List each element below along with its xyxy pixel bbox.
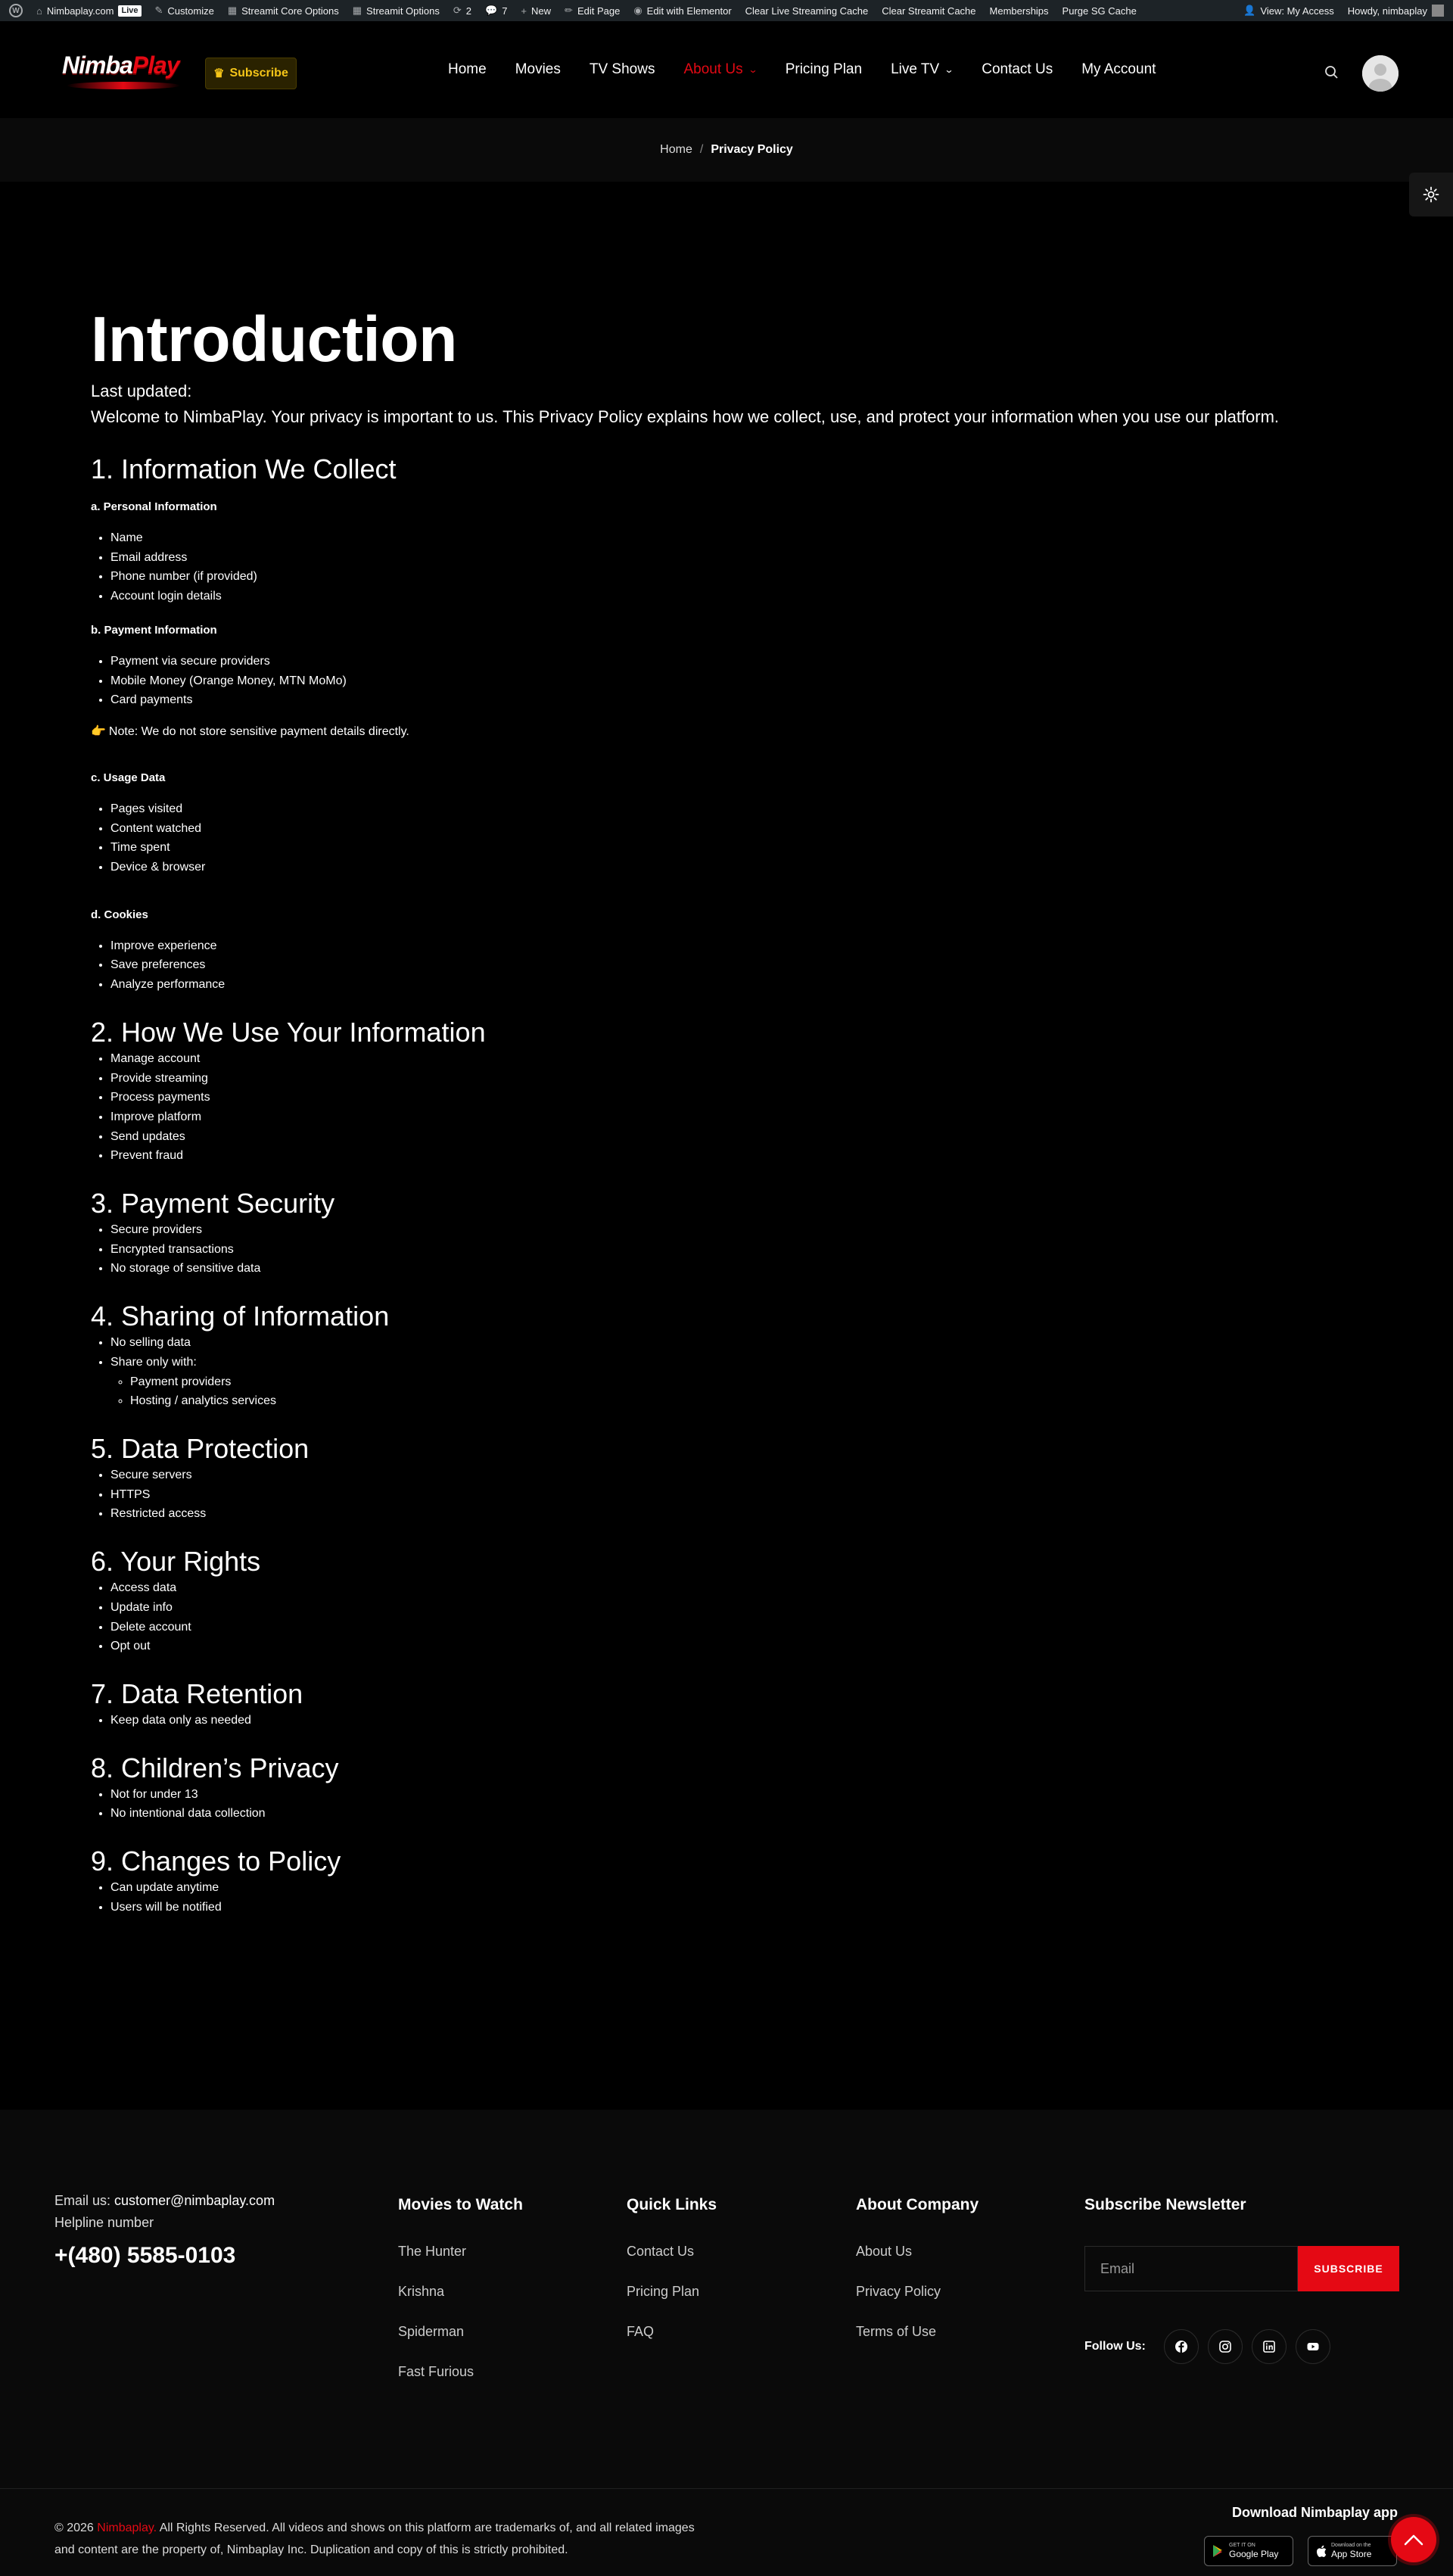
list-item: • Can update anytime (110, 1878, 1377, 1898)
newsletter-title: Subscribe Newsletter (1084, 2196, 1246, 2213)
comments-count: 7 (502, 5, 508, 17)
payment-info-list (91, 652, 1377, 710)
data-protection-list (91, 1466, 1377, 1524)
brush-icon: ✎ (154, 5, 163, 16)
admin-avatar (1432, 5, 1444, 17)
nav-movies[interactable] (515, 61, 561, 78)
list-item: • Save preferences (110, 955, 1377, 975)
grid-icon: ▦ (352, 5, 362, 16)
comments-link[interactable] (485, 5, 507, 17)
footer-divider (0, 2488, 1453, 2489)
about-company-title: About Company (856, 2196, 979, 2213)
follow-us (1084, 2329, 1330, 2364)
list-item: • Update info (110, 1598, 1377, 1618)
list-item: • Encrypted transactions (110, 1240, 1377, 1260)
section-1-title: 1. Information We Collect (91, 453, 397, 484)
list-item: • No selling data (110, 1333, 1377, 1353)
apple-icon (1316, 2545, 1327, 2558)
list-item: • Pages visited (110, 799, 1377, 819)
list-item: • Send updates (110, 1127, 1377, 1147)
site-footer (0, 2110, 1453, 2576)
footer-contact (54, 2193, 275, 2269)
view-access-label: View: My Access (1260, 5, 1334, 17)
list-item: • Restricted access (110, 1504, 1377, 1524)
logo-part-2: Play (132, 51, 179, 79)
payment-note-text: Note: We do not store sensitive payment details directly. (108, 724, 409, 738)
footer-about-column (856, 2196, 979, 2363)
breadcrumb-home[interactable]: Home (660, 143, 692, 156)
subsection-a-title: a. Personal Information (91, 500, 217, 513)
google-play-small: GET IT ON (1229, 2543, 1255, 2548)
list-item: • Content watched (110, 819, 1377, 839)
footer-link-faq[interactable]: FAQ (627, 2324, 655, 2339)
changes-list (91, 1878, 1377, 1917)
settings-panel-toggle[interactable] (1409, 173, 1453, 216)
cookies-list (91, 936, 1377, 995)
list-item: • Secure providers (110, 1220, 1377, 1240)
phone-number[interactable]: +(480) 5585-0103 (54, 2243, 236, 2268)
edit-elementor-link[interactable] (633, 5, 731, 17)
logo-part-1: Nimba (62, 51, 132, 79)
movies-column-title: Movies to Watch (398, 2196, 523, 2213)
wp-admin-bar (0, 0, 1453, 21)
list-item: • Name (110, 528, 1377, 548)
home-icon: ⌂ (36, 5, 42, 17)
site-name-menu[interactable] (36, 5, 142, 17)
clear-streamit-cache-label: Clear Streamit Cache (882, 5, 976, 17)
share-only-with-label: Share only with: (110, 1355, 197, 1369)
footer-link-fast-furious[interactable]: Fast Furious (398, 2364, 474, 2379)
memberships-link[interactable] (990, 5, 1049, 17)
list-item: • Manage account (110, 1049, 1377, 1069)
nav-pricing-plan[interactable] (786, 61, 862, 78)
list-item: • Keep data only as needed (110, 1711, 1377, 1730)
wordpress-menu[interactable] (9, 4, 23, 17)
streamit-core-options-label: Streamit Core Options (241, 5, 339, 17)
list-item: • Device & browser (110, 858, 1377, 877)
section-8-title: 8. Children’s Privacy (91, 1752, 339, 1783)
copyright-year: © 2026 (54, 2521, 94, 2534)
streamit-options-label: Streamit Options (366, 5, 440, 17)
edit-page-label: Edit Page (577, 5, 621, 17)
google-play-icon (1212, 2544, 1224, 2558)
linkedin-icon[interactable] (1252, 2329, 1287, 2364)
avatar[interactable] (1362, 55, 1399, 92)
logo-swoosh (67, 82, 180, 89)
clear-live-cache-link[interactable] (745, 5, 869, 17)
footer-link-krishna[interactable]: Krishna (398, 2284, 445, 2299)
list-item: • No storage of sensitive data (110, 1259, 1377, 1279)
list-item: • Email address (110, 548, 1377, 568)
follow-label: Follow Us: (1084, 2340, 1146, 2353)
breadcrumb (0, 118, 1453, 182)
breadcrumb-separator: / (699, 143, 704, 156)
instagram-icon[interactable] (1208, 2329, 1243, 2364)
nav-my-account[interactable] (1081, 61, 1156, 78)
streamit-core-options-link[interactable] (228, 5, 339, 17)
gear-icon (1422, 185, 1440, 204)
admin-bar-left (9, 4, 1137, 17)
subsection-b-title: b. Payment Information (91, 623, 217, 637)
app-store-small: Download on the (1331, 2543, 1371, 2548)
pencil-icon: ✏ (565, 5, 573, 16)
footer-link-contact-us[interactable]: Contact Us (627, 2244, 695, 2259)
nav-my-account-label: My Account (1081, 61, 1156, 77)
list-item: • Provide streaming (110, 1069, 1377, 1089)
chevron-down-icon: ⌄ (748, 64, 758, 75)
nav-about-us-label: About Us (683, 61, 743, 77)
purge-sg-cache-label: Purge SG Cache (1062, 5, 1137, 17)
scroll-to-top-button[interactable] (1391, 2517, 1436, 2562)
list-item: • Improve platform (110, 1107, 1377, 1127)
live-badge: Live (118, 5, 141, 17)
helpline-label: Helpline number (54, 2215, 154, 2230)
list-item (110, 1353, 1377, 1411)
logo-wordmark (62, 51, 183, 79)
nav-movies-label: Movies (515, 61, 561, 77)
use-info-list (91, 1049, 1377, 1166)
crown-icon: ♛ (213, 67, 225, 80)
memberships-label: Memberships (989, 5, 1049, 17)
list-item: • Time spent (110, 838, 1377, 858)
list-item: • Phone number (if provided) (110, 567, 1377, 587)
google-play-badge[interactable] (1204, 2536, 1293, 2566)
youtube-icon[interactable] (1296, 2329, 1330, 2364)
list-item: ◦ Hosting / analytics services (130, 1391, 1377, 1411)
list-item: • Secure servers (110, 1466, 1377, 1485)
list-item: • No intentional data collection (110, 1804, 1377, 1824)
footer-link-pricing-plan[interactable]: Pricing Plan (627, 2284, 700, 2299)
privacy-policy-content (91, 303, 1377, 1917)
updates-count: 2 (465, 5, 471, 17)
quick-links-title: Quick Links (627, 2196, 717, 2213)
comment-icon: 💬 (485, 5, 498, 16)
section-4-title: 4. Sharing of Information (91, 1300, 390, 1332)
list-item: • HTTPS (110, 1485, 1377, 1505)
app-store-big: App Store (1331, 2549, 1372, 2559)
chevron-up-icon (1404, 2534, 1423, 2546)
admin-bar-right (1243, 5, 1444, 17)
sharing-sub-list (110, 1372, 1377, 1411)
list-item: • Payment via secure providers (110, 652, 1377, 671)
purge-sg-cache-link[interactable] (1063, 5, 1137, 17)
section-7-title: 7. Data Retention (91, 1677, 303, 1709)
section-3-title: 3. Payment Security (91, 1188, 335, 1219)
subsection-c-title: c. Usage Data (91, 771, 166, 784)
list-item: • Card payments (110, 690, 1377, 710)
chevron-down-icon: ⌄ (944, 64, 954, 75)
google-play-big: Google Play (1229, 2549, 1279, 2559)
app-store-badge[interactable] (1308, 2536, 1397, 2566)
list-item: • Delete account (110, 1618, 1377, 1637)
payment-security-list (91, 1220, 1377, 1279)
footer-link-spiderman[interactable]: Spiderman (398, 2324, 465, 2339)
list-item: • Mobile Money (Orange Money, MTN MoMo) (110, 671, 1377, 691)
grid-icon: ▦ (227, 5, 238, 16)
site-logo[interactable] (62, 51, 183, 94)
breadcrumb-current: Privacy Policy (711, 143, 793, 156)
children-privacy-list (91, 1785, 1377, 1824)
list-item: • Account login details (110, 587, 1377, 606)
rights-list (91, 1578, 1377, 1656)
elementor-icon: ◉ (633, 5, 642, 16)
nav-home[interactable] (448, 61, 487, 78)
subscribe-button[interactable] (205, 58, 297, 89)
footer-quick-links-column (627, 2196, 717, 2363)
streamit-options-link[interactable] (353, 5, 440, 17)
new-label: New (531, 5, 552, 17)
clear-live-cache-label: Clear Live Streaming Cache (745, 5, 869, 17)
facebook-icon[interactable] (1164, 2329, 1199, 2364)
plus-icon: + (521, 5, 527, 17)
howdy-label: Howdy, nimbaplay (1347, 5, 1427, 17)
site-name: Nimbaplay.com (46, 5, 114, 17)
copyright-brand-link[interactable]: Nimbaplay. (97, 2521, 157, 2534)
nav-about-us[interactable] (683, 61, 756, 78)
footer-email (54, 2193, 275, 2209)
email-link[interactable]: customer@nimbaplay.com (114, 2193, 275, 2208)
intro-paragraph: Welcome to NimbaPlay. Your privacy is important to us. This Privacy Policy explains how we collect, use, and protect your information when you use our platform. (91, 407, 1280, 426)
page-title: Introduction (91, 304, 457, 375)
nav-live-tv-label: Live TV (891, 61, 940, 77)
nav-tv-shows[interactable] (590, 61, 655, 78)
nav-pricing-plan-label: Pricing Plan (785, 61, 863, 77)
clear-streamit-cache-link[interactable] (882, 5, 975, 17)
edit-elementor-label: Edit with Elementor (646, 5, 732, 17)
section-9-title: 9. Changes to Policy (91, 1846, 341, 1877)
section-6-title: 6. Your Rights (91, 1546, 261, 1578)
last-updated: Last updated: (91, 382, 192, 400)
list-item: • Process payments (110, 1088, 1377, 1107)
nav-contact-us-label: Contact Us (982, 61, 1053, 77)
footer-link-privacy-policy[interactable]: Privacy Policy (856, 2284, 941, 2299)
list-item: • Access data (110, 1578, 1377, 1598)
edit-page-link[interactable] (565, 5, 620, 17)
nav-home-label: Home (448, 61, 487, 77)
copyright-body: All Rights Reserved. All videos and shows on this platform are trademarks of, and all related images and content are the property of, Nimbaplay Inc. Duplication and copy of this is strictly prohibited. (54, 2521, 695, 2556)
list-item: • Opt out (110, 1637, 1377, 1656)
pointing-hand-icon: 👉 (91, 724, 106, 738)
updates-icon: ⟳ (453, 5, 462, 16)
section-2-title: 2. How We Use Your Information (91, 1016, 486, 1048)
nav-live-tv[interactable] (891, 61, 953, 78)
list-item: • Not for under 13 (110, 1785, 1377, 1805)
sharing-list (91, 1333, 1377, 1411)
list-item: • Users will be notified (110, 1898, 1377, 1917)
new-content-menu[interactable] (521, 5, 551, 17)
list-item: • Improve experience (110, 936, 1377, 956)
customize-label: Customize (167, 5, 214, 17)
main-nav (448, 21, 1184, 118)
subsection-d-title: d. Cookies (91, 908, 148, 921)
newsletter-email-input[interactable]: Email (1084, 2246, 1298, 2291)
search-icon[interactable] (1323, 64, 1341, 82)
copyright-text (54, 2517, 705, 2561)
email-label: Email us: (54, 2193, 111, 2208)
view-access-menu[interactable] (1243, 5, 1333, 17)
nav-tv-shows-label: TV Shows (589, 61, 655, 77)
site-header (0, 21, 1453, 118)
personal-info-list (91, 528, 1377, 606)
download-app-title: Download Nimbaplay app (1232, 2505, 1399, 2520)
retention-list (91, 1711, 1377, 1730)
list-item: • Analyze performance (110, 975, 1377, 995)
usage-data-list (91, 799, 1377, 877)
footer-link-about-us[interactable]: About Us (856, 2244, 913, 2259)
footer-movies-column (398, 2196, 523, 2403)
footer-link-the-hunter[interactable]: The Hunter (398, 2244, 467, 2259)
nav-contact-us[interactable] (982, 61, 1053, 78)
footer-link-terms-of-use[interactable]: Terms of Use (856, 2324, 937, 2339)
user-icon: 👤 (1243, 5, 1256, 16)
customize-link[interactable] (155, 5, 214, 17)
payment-note (91, 724, 1377, 740)
subscribe-label: Subscribe (229, 67, 288, 79)
section-5-title: 5. Data Protection (91, 1432, 310, 1464)
wordpress-icon: W (9, 4, 23, 17)
list-item: • Prevent fraud (110, 1146, 1377, 1166)
newsletter-subscribe-button[interactable]: SUBSCRIBE (1298, 2246, 1399, 2291)
updates-link[interactable] (453, 5, 471, 17)
list-item: ◦ Payment providers (130, 1372, 1377, 1392)
account-menu[interactable] (1348, 5, 1444, 17)
